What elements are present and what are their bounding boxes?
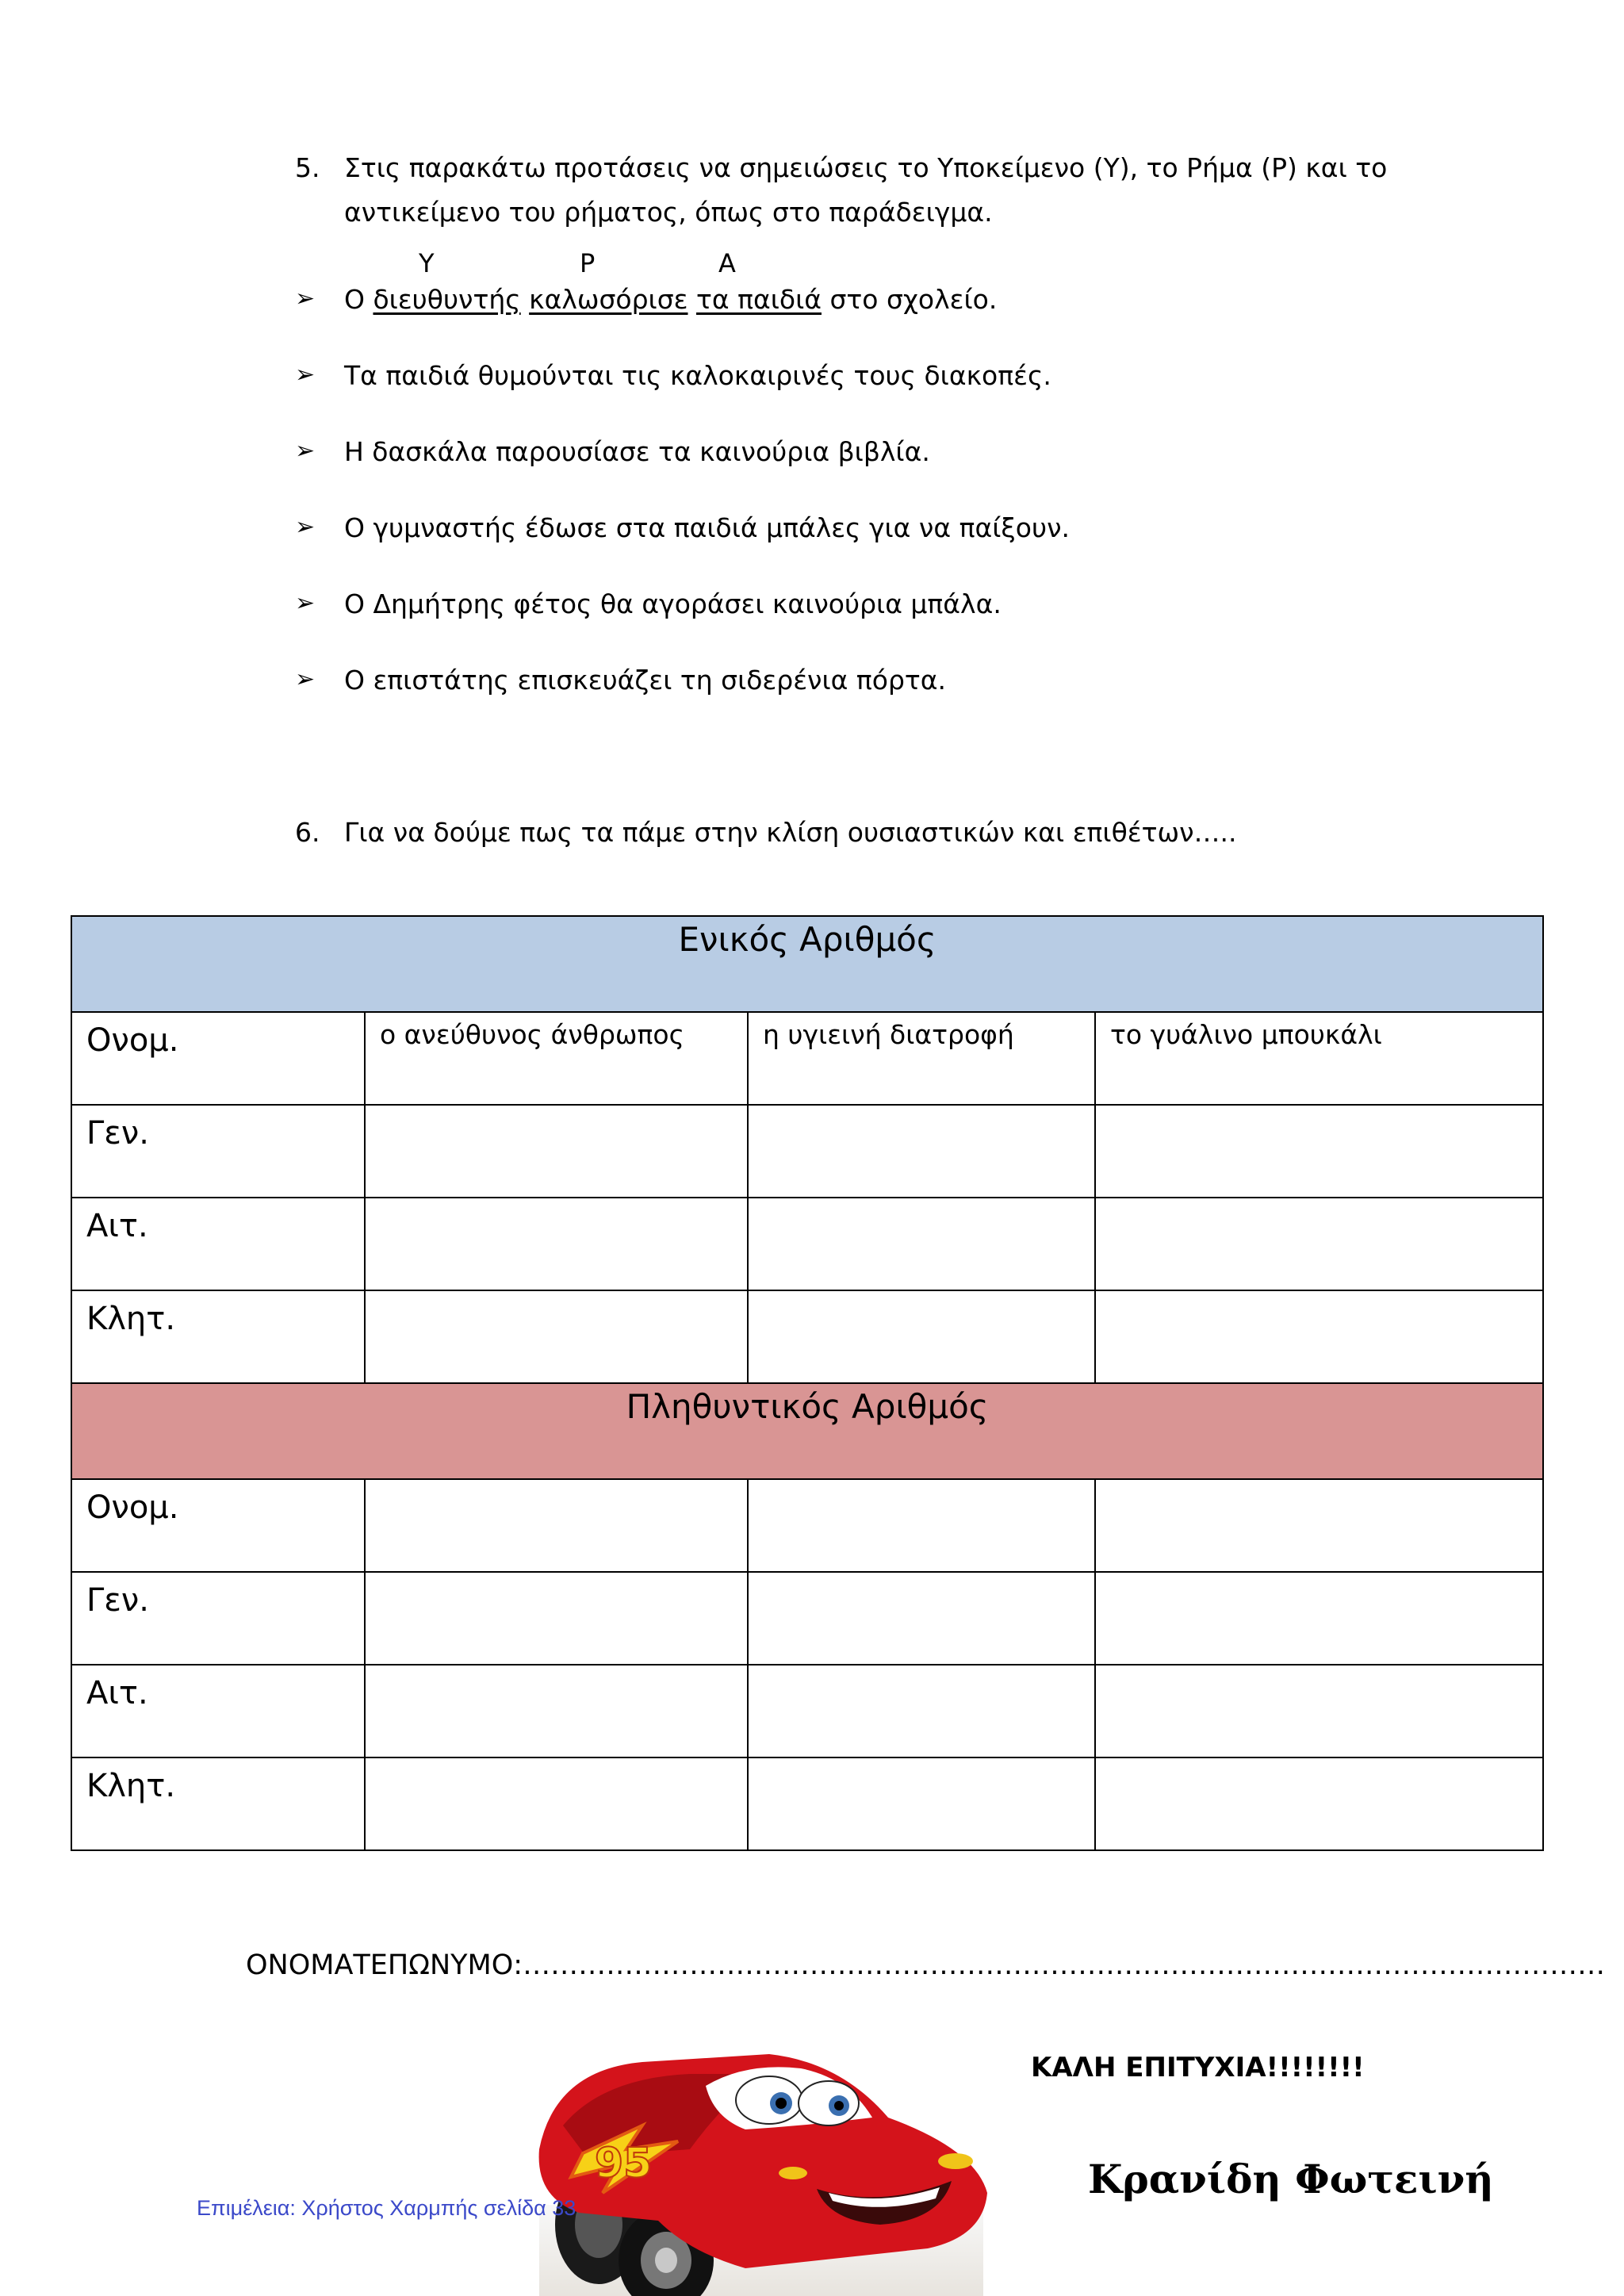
answer-cell[interactable] bbox=[365, 1198, 748, 1290]
bullet-icon: ➢ bbox=[295, 437, 316, 465]
sentence-5: Ο επιστάτης επισκευάζει τη σιδερένια πόρτα. bbox=[344, 665, 946, 696]
exercise-6-instruction: Για να δούμε πως τα πάμε στην κλίση ουσιαστικών και επιθέτων….. bbox=[344, 817, 1237, 848]
object-label: Α bbox=[718, 248, 736, 278]
example-subject: διευθυντής bbox=[373, 284, 521, 315]
answer-cell[interactable] bbox=[748, 1479, 1095, 1572]
table-row bbox=[71, 1479, 1543, 1572]
answer-cell[interactable] bbox=[1095, 1572, 1543, 1665]
answer-cell[interactable] bbox=[748, 1572, 1095, 1665]
answer-cell[interactable] bbox=[748, 1665, 1095, 1757]
table-row bbox=[71, 1290, 1543, 1383]
answer-cell[interactable] bbox=[1095, 1290, 1543, 1383]
example-prefix: Ο bbox=[344, 284, 373, 315]
answer-cell[interactable] bbox=[748, 1105, 1095, 1198]
page-footer: Επιμέλεια: Χρήστος Χαρμπής σελίδα 33 bbox=[197, 2196, 576, 2220]
case-label: Ονομ. bbox=[86, 1489, 179, 1526]
plural-header-row bbox=[71, 1383, 1543, 1479]
answer-cell[interactable] bbox=[365, 1572, 748, 1665]
table-row bbox=[71, 1012, 1543, 1105]
case-label: Κλητ. bbox=[86, 1301, 176, 1337]
answer-cell[interactable] bbox=[1095, 1479, 1543, 1572]
noun-phrase-2: η υγιεινή διατροφή bbox=[763, 1019, 1014, 1050]
answer-cell[interactable] bbox=[1095, 1105, 1543, 1198]
case-label: Αιτ. bbox=[86, 1675, 148, 1711]
case-label: Ονομ. bbox=[86, 1022, 179, 1059]
verb-label: Ρ bbox=[580, 248, 596, 278]
case-label: Γεν. bbox=[86, 1582, 149, 1619]
subject-label: Υ bbox=[419, 248, 435, 278]
author-signature: Κρανίδη Φωτεινή bbox=[1088, 2156, 1494, 2202]
case-label: Κλητ. bbox=[86, 1768, 176, 1804]
exercise-5-number: 5. bbox=[295, 152, 320, 183]
answer-cell[interactable] bbox=[748, 1290, 1095, 1383]
example-verb: καλωσόρισε bbox=[529, 284, 688, 315]
example-sentence bbox=[344, 284, 997, 315]
answer-cell[interactable] bbox=[1095, 1198, 1543, 1290]
plural-header: Πληθυντικός Αριθμός bbox=[71, 1383, 1543, 1479]
case-label: Γεν. bbox=[86, 1115, 149, 1152]
answer-cell[interactable] bbox=[748, 1757, 1095, 1850]
good-luck-message: ΚΑΛΗ ΕΠΙΤΥΧΙΑ!!!!!!!! bbox=[1031, 2052, 1365, 2083]
bullet-icon: ➢ bbox=[295, 361, 316, 389]
answer-cell[interactable] bbox=[1095, 1665, 1543, 1757]
singular-header: Ενικός Αριθμός bbox=[71, 916, 1543, 1012]
example-object: τα παιδιά bbox=[695, 284, 822, 315]
singular-header-row bbox=[71, 916, 1543, 1012]
case-label: Αιτ. bbox=[86, 1208, 148, 1244]
name-field-line[interactable]: ΟΝΟΜΑΤΕΠΩΝΥΜΟ:……………………………………………………………………………………………………… bbox=[246, 1949, 1606, 1981]
bullet-icon: ➢ bbox=[295, 665, 316, 693]
exercise-5-instruction-line1: Στις παρακάτω προτάσεις να σημειώσεις το Υποκείμενο (Υ), το Ρήμα (Ρ) και το bbox=[344, 152, 1388, 183]
declension-table bbox=[71, 915, 1544, 1851]
sentence-1: Τα παιδιά θυμούνται τις καλοκαιρινές τους διακοπές. bbox=[344, 360, 1051, 391]
table-row bbox=[71, 1198, 1543, 1290]
sentence-2: Η δασκάλα παρουσίασε τα καινούρια βιβλία. bbox=[344, 436, 930, 467]
answer-cell[interactable] bbox=[365, 1105, 748, 1198]
example-suffix: στο σχολείο. bbox=[822, 284, 998, 315]
bullet-icon: ➢ bbox=[295, 513, 316, 541]
race-car-illustration bbox=[508, 2030, 1023, 2296]
sentence-3: Ο γυμναστής έδωσε στα παιδιά μπάλες για να παίξουν. bbox=[344, 512, 1070, 543]
answer-cell[interactable] bbox=[365, 1757, 748, 1850]
noun-phrase-3: το γυάλινο μπουκάλι bbox=[1110, 1019, 1382, 1050]
exercise-5-instruction-line2: αντικείμενο του ρήματος, όπως στο παράδειγμα. bbox=[344, 197, 993, 228]
table-row bbox=[71, 1757, 1543, 1850]
table-row bbox=[71, 1665, 1543, 1757]
bullet-icon: ➢ bbox=[295, 285, 316, 312]
answer-cell[interactable] bbox=[365, 1290, 748, 1383]
bullet-icon: ➢ bbox=[295, 589, 316, 617]
answer-cell[interactable] bbox=[365, 1479, 748, 1572]
answer-cell[interactable] bbox=[748, 1198, 1095, 1290]
answer-cell[interactable] bbox=[365, 1665, 748, 1757]
table-row bbox=[71, 1105, 1543, 1198]
table-row bbox=[71, 1572, 1543, 1665]
noun-phrase-1: ο ανεύθυνος άνθρωπος bbox=[380, 1019, 684, 1050]
sentence-4: Ο Δημήτρης φέτος θα αγοράσει καινούρια μπάλα. bbox=[344, 588, 1002, 619]
answer-cell[interactable] bbox=[1095, 1757, 1543, 1850]
car-number: 95 bbox=[595, 2140, 653, 2187]
exercise-6-number: 6. bbox=[295, 817, 320, 848]
